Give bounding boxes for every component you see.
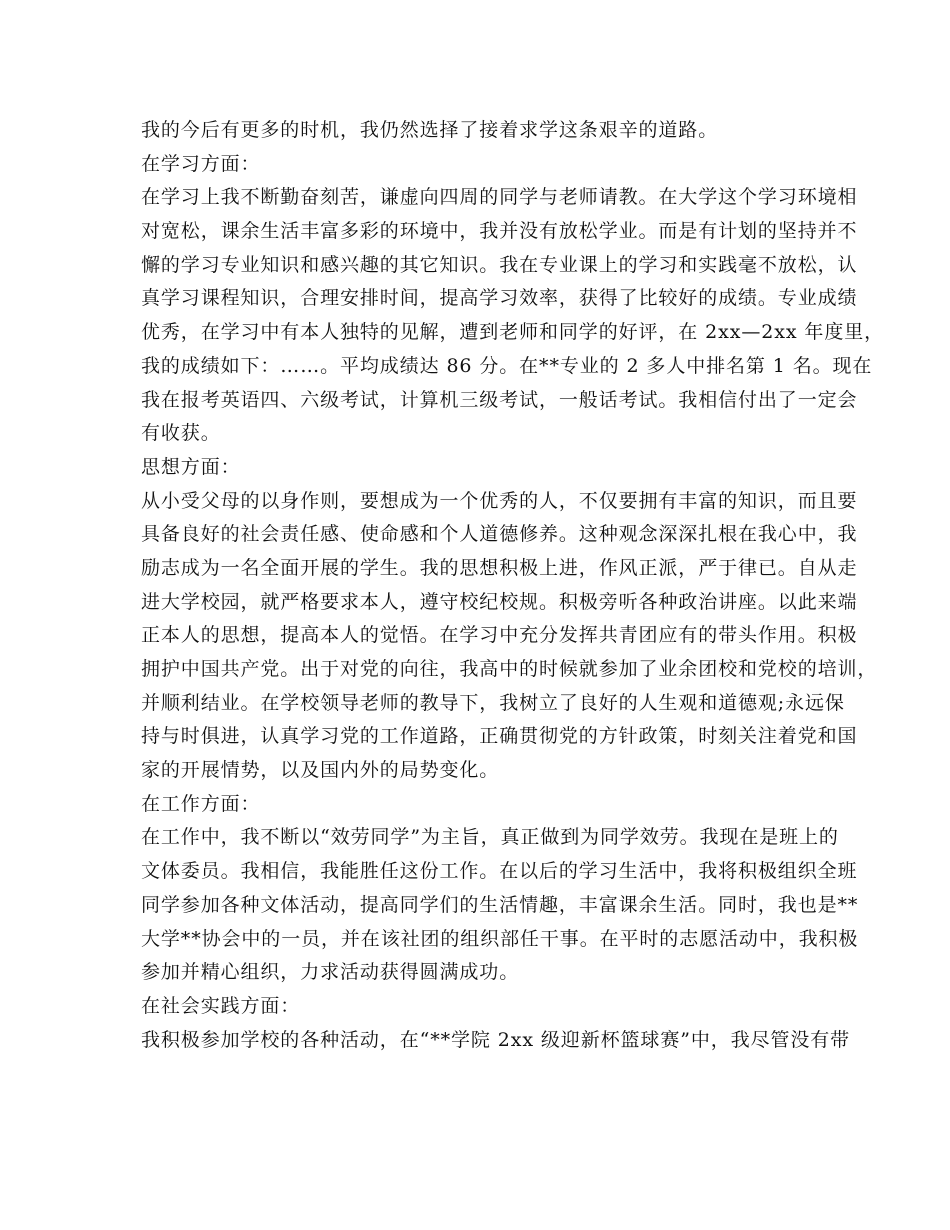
text-line: 进大学校园，就严格要求本人，遵守校纪校规。积极旁听各种政治讲座。以此来端 <box>141 590 858 613</box>
text-line: 我的今后有更多的时机，我仍然选择了接着求学这条艰辛的道路。 <box>141 119 719 141</box>
text-line: 持与时俱进，认真学习党的工作道路，正确贯彻党的方针政策，时刻关注着党和国 <box>141 725 858 748</box>
text-line: 并顺利结业。在学校领导老师的教导下，我树立了良好的人生观和道德观;永远保 <box>141 691 845 714</box>
text-line: 对宽松，课余生活丰富多彩的环境中，我并没有放松学业。而是有计划的坚持并不 <box>141 220 858 243</box>
text-line: 大学**协会中的一员，并在该社团的组织部任干事。在平时的志愿活动中，我积极 <box>141 927 859 950</box>
text-line: 我的成绩如下：……。平均成绩达 86 分。在**专业的 2 多人中排名第 1 名。现在 <box>141 354 873 377</box>
text-line: 真学习课程知识，合理安排时间，提高学习效率，获得了比较好的成绩。专业成绩 <box>141 287 858 310</box>
text-line: 拥护中国共产党。出于对党的向往，我高中的时候就参加了业余团校和党校的培训， <box>141 658 878 680</box>
text-line: 我积极参加学校的各种活动，在“**学院 2xx 级迎新杯篮球赛”中，我尽管没有带 <box>141 1028 851 1051</box>
text-line: 从小受父母的以身作则，要想成为一个优秀的人，不仅要拥有丰富的知识，而且要 <box>141 489 858 512</box>
text-line: 同学参加各种文体活动，提高同学们的生活情趣，丰富课余生活。同时，我也是** <box>141 893 859 916</box>
text-line: 具备良好的社会责任感、使命感和个人道德修养。这种观念深深扎根在我心中，我 <box>141 523 858 546</box>
section-heading-social-practice: 在社会实践方面： <box>141 994 301 1017</box>
document-body <box>141 114 885 1057</box>
text-line: 参加并精心组织，力求活动获得圆满成功。 <box>141 961 520 984</box>
section-heading-work: 在工作方面： <box>141 792 261 815</box>
text-line: 在工作中，我不断以“效劳同学”为主旨，真正做到为同学效劳。我现在是班上的 <box>141 826 839 849</box>
text-line: 正本人的思想，提高本人的觉悟。在学习中充分发挥共青团应有的带头作用。积极 <box>141 624 858 647</box>
text-line: 文体委员。我相信，我能胜任这份工作。在以后的学习生活中，我将积极组织全班 <box>141 860 858 883</box>
text-line: 家的开展情势，以及国内外的局势变化。 <box>141 759 500 782</box>
text-line: 有收获。 <box>141 422 221 445</box>
text-line: 励志成为一名全面开展的学生。我的思想积极上进，作风正派，严于律已。自从走 <box>141 556 858 579</box>
section-heading-study: 在学习方面： <box>141 152 261 175</box>
text-line: 我在报考英语四、六级考试，计算机三级考试，一般话考试。我相信付出了一定会 <box>141 388 858 411</box>
text-line: 在学习上我不断勤奋刻苦，谦虚向四周的同学与老师请教。在大学这个学习环境相 <box>141 186 858 209</box>
text-line: 优秀，在学习中有本人独特的见解，遭到老师和同学的好评，在 2xx—2xx 年度里， <box>141 321 885 344</box>
text-line: 懈的学习专业知识和感兴趣的其它知识。我在专业课上的学习和实践毫不放松，认 <box>141 253 858 276</box>
section-heading-thought: 思想方面： <box>141 455 241 478</box>
